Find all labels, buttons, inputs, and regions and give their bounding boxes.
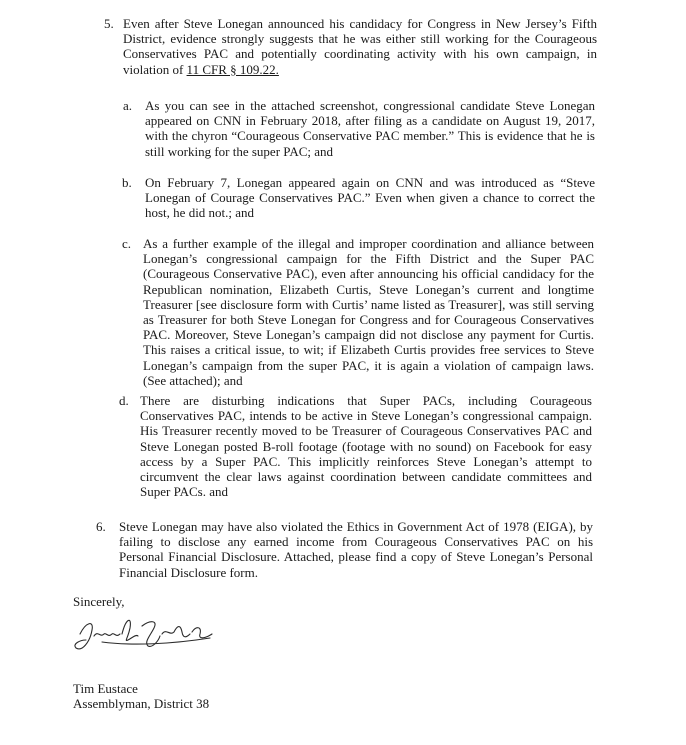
subitem-c-label: c. xyxy=(122,236,132,251)
cfr-citation: 11 CFR § 109.22. xyxy=(186,61,279,77)
salutation: Sincerely, xyxy=(73,594,125,609)
signer-title: Assemblyman, District 38 xyxy=(73,696,210,711)
subitem-c-text: As a further example of the illegal and improper coordination and alliance between Lonegan’s congressional campaign for the Fifth District and the Super PAC (Courageous Conservative PAC), even after announcing his official candidacy for the Republican nomination, Elizabeth Curtis, Steve Lonegan’s current and longtime Treasurer [see disclosure form with Curtis’ name listed as Treasurer], was still serving as Treasurer for both Steve Lonegan for Congress and for Courageous Conservatives PAC. Moreover, Steve Lonegan’s campaign did not disclose any payment for Curtis. This raises a critical issue, to wit; if Elizabeth Curtis provides free services to Steve Lonegan’s campaign from the super PAC, it is again a violation of campaign laws. (See attached); and xyxy=(143,236,594,388)
subitem-b-label: b. xyxy=(122,175,132,190)
item-5-body: Even after Steve Lonegan announced his candidacy for Congress in New Jersey’s Fifth District, evidence strongly suggests that he was either still working for the Courageous Conservatives PAC and potentially coordinating activity with his own campaign, in violation of xyxy=(123,16,597,77)
subitem-d-text: There are disturbing indications that Super PACs, including Courageous Conservatives PAC, intends to be active in Steve Lonegan’s congressional campaign. His Treasurer recently moved to be Treasurer of Courageous Conservatives PAC and Steve Lonegan posted B-roll footage (footage with no sound) on Facebook for easy access by a Super PAC. This implicitly reinforces Steve Lonegan’s attempt to circumvent the clear laws against coordination between candidate committees and Super PACs. and xyxy=(140,393,592,500)
subitem-d-label: d. xyxy=(119,393,129,408)
handwritten-signature xyxy=(72,612,222,662)
item-6-text: Steve Lonegan may have also violated the Ethics in Government Act of 1978 (EIGA), by failing to disclose any earned income from Courageous Conservatives PAC on his Personal Financial Disclosure. Attached, please find a copy of Steve Lonegan’s Personal Financial Disclosure form. xyxy=(119,519,593,580)
subitem-a-label: a. xyxy=(123,98,133,113)
subitem-a-text: As you can see in the attached screenshot, congressional candidate Steve Lonegan appeared on CNN in February 2018, after filing as a candidate on August 19, 2017, with the chyron “Courageous Conservative PAC member.” This is evidence that he is still working for the super PAC; and xyxy=(145,98,595,159)
item-5-number: 5. xyxy=(104,16,114,31)
signature-graphic xyxy=(72,612,222,657)
subitem-b-text: On February 7, Lonegan appeared again on CNN and was introduced as “Steve Lonegan of Courage Conservatives PAC.” Even when given a chance to correct the host, he did not.; and xyxy=(145,175,595,221)
item-5-text xyxy=(123,16,597,77)
signer-name: Tim Eustace xyxy=(73,681,138,696)
item-6-number: 6. xyxy=(96,519,106,534)
